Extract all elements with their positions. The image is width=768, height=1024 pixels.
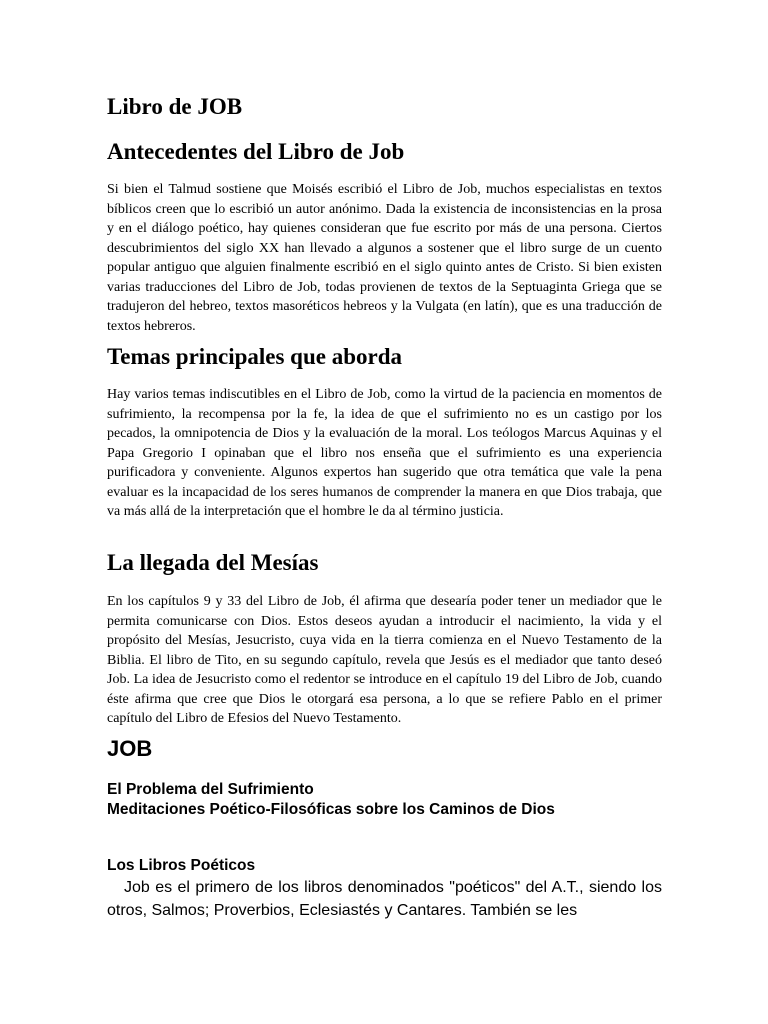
document-title: Libro de JOB — [107, 94, 243, 119]
subtitle-line-1: El Problema del Sufrimiento — [107, 781, 314, 798]
subsection-heading-libros-poeticos: Los Libros Poéticos — [107, 857, 256, 874]
section-heading-antecedentes: Antecedentes del Libro de Job — [107, 139, 405, 164]
section-heading-temas: Temas principales que aborda — [107, 344, 403, 369]
subtitle-line-2: Meditaciones Poético-Filosóficas sobre los Caminos de Dios — [107, 801, 555, 818]
section-heading-mesias: La llegada del Mesías — [107, 550, 319, 575]
paragraph-mesias: En los capítulos 9 y 33 del Libro de Job, él afirma que desearía poder tener un mediador que le permita comunicarse con Dios. Estos deseos ayudan a introducir el nacimiento, la vida y el propósito del Mesías, Jesucristo, cuya vida en la tierra comienza en el Nuevo Testamento de la Biblia. El libro de Tito, en su segundo capítulo, revela que Jesús es el mediador que tanto deseó Job. La idea de Jesucristo como el redentor se introduce en el capítulo 19 del Libro de Job, cuando éste afirma que cree que Dios le otorgará esa persona, a lo que se refiere Pablo en el primer capítulo del Libro de Efesios del Nuevo Testamento. — [107, 594, 662, 726]
paragraph-antecedentes: Si bien el Talmud sostiene que Moisés escribió el Libro de Job, muchos especialistas en textos bíblicos creen que lo escribió un autor anónimo. Dada la existencia de inconsistencias en la prosa y en el diálogo poético, hay quienes consideran que fue escrito por más de una persona. Ciertos descubrimientos del siglo XX han llevado a algunos a sostener que el libro surge de un cuento popular antiguo que alguien finalmente escribió en el siglo quinto antes de Cristo. Si bien existen varias traducciones del Libro de Job, todas provienen de textos de la Septuaginta Griega que se tradujeron del hebreo, textos masoréticos hebreos y la Vulgata (en latín), que es una traducción de textos hebreros. — [107, 182, 662, 334]
job-heading: JOB — [107, 736, 153, 761]
paragraph-temas: Hay varios temas indiscutibles en el Libro de Job, como la virtud de la paciencia en momentos de sufrimiento, la recompensa por la fe, la idea de que el sufrimiento no es un castigo por los pecados, la omnipotencia de Dios y la evaluación de la moral. Los teólogos Marcus Aquinas y el Papa Gregorio I opinaban que el libro nos enseña que el sufrimiento es una experiencia purificadora y conveniente. Algunos expertos han sugerido que otra temática que vale la pena evaluar es la incapacidad de los seres humanos de comprender la manera en que Dios trabaja, que va más allá de la interpretación que el hombre le da al término justicia. — [107, 387, 662, 519]
paragraph-libros-poeticos: Job es el primero de los libros denominados "poéticos" del A.T., siendo los otros, Salmos; Proverbios, Eclesiastés y Cantares. También se les — [107, 879, 662, 919]
